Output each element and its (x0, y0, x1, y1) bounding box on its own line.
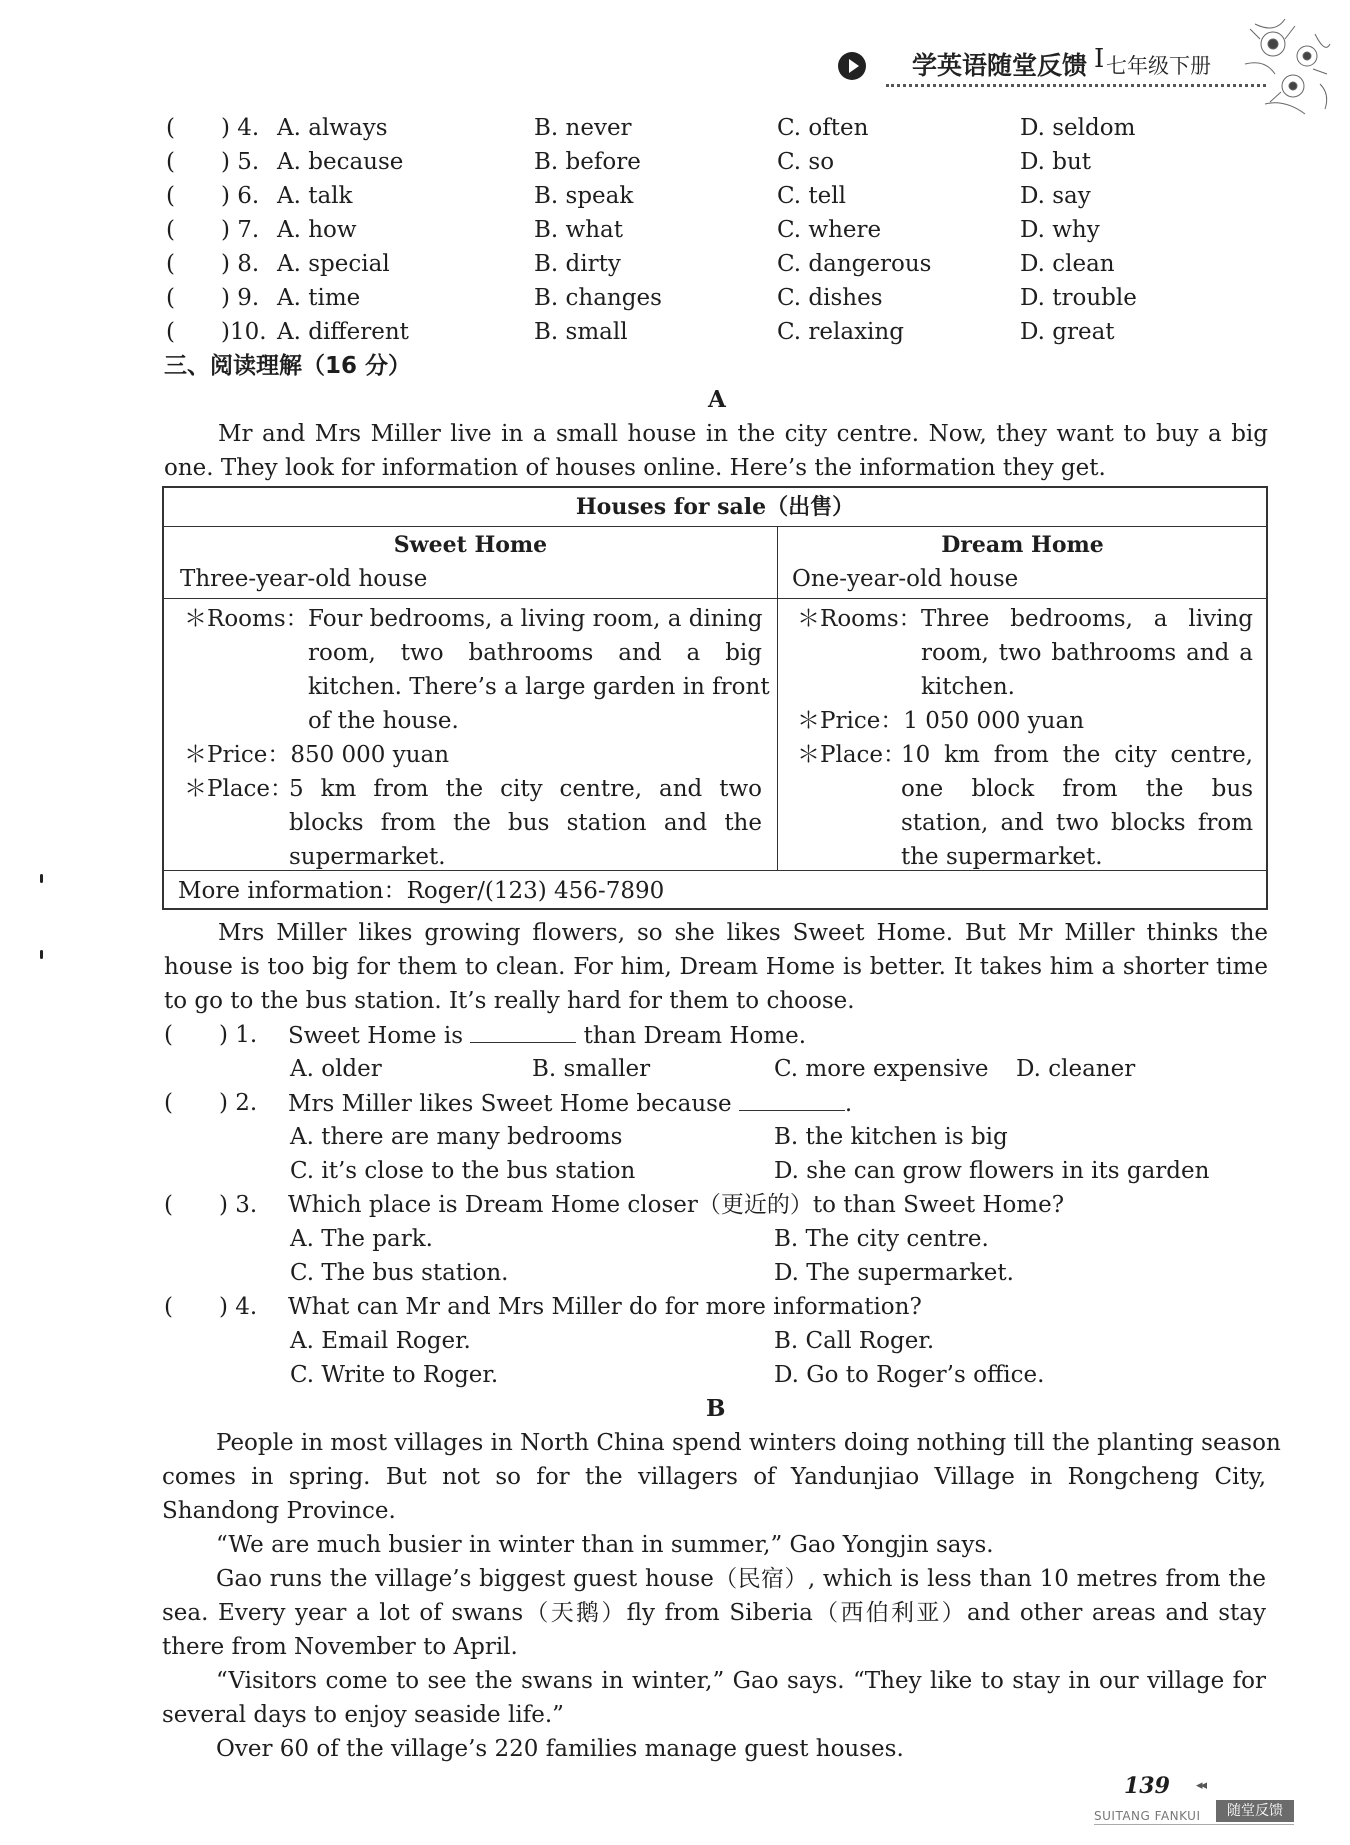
option-c: C. relaxing (777, 319, 904, 345)
question-stem: What can Mr and Mrs Miller do for more information? (288, 1294, 922, 1320)
choice-row (0, 145, 1350, 179)
option-d: D. great (1020, 319, 1115, 345)
question-stem-pre: Sweet Home is (288, 1023, 464, 1049)
sweet-place-line: supermarket. (289, 844, 446, 870)
sweet-rooms-label: ＊Rooms： (184, 606, 309, 632)
sweet-place-label: ＊Place： (184, 776, 294, 802)
dream-rooms-line: Three bedrooms, a living (921, 606, 1253, 632)
option-d: D. say (1020, 183, 1091, 209)
dream-price: ＊Price：1 050 000 yuan (797, 708, 1085, 734)
passage-a-intro-line: one. They look for information of houses online. Here’s the information they get. (164, 455, 1106, 481)
option-b: B. dirty (534, 251, 621, 277)
option-c: C. The bus station. (290, 1260, 509, 1286)
passage-b-line: Shandong Province. (162, 1498, 396, 1524)
header-separator: I (1094, 44, 1105, 74)
question-stem (288, 1018, 806, 1052)
question-number: ( ) 9. (166, 285, 260, 311)
option-b: B. what (534, 217, 623, 243)
answer-blank (470, 1018, 576, 1043)
option-c: C. dangerous (777, 251, 932, 277)
sweet-rooms-line: room, two bathrooms and a big (308, 640, 762, 666)
header-subtitle: 七年级下册 (1106, 54, 1211, 78)
passage-b-line: People in most villages in North China spend winters doing nothing till the planting season (216, 1430, 1281, 1456)
option-a: A. Email Roger. (290, 1328, 471, 1354)
header-title (912, 46, 1087, 82)
question-number: ( ) 6. (166, 183, 260, 209)
houses-table (162, 486, 1268, 910)
passage-a-body-line: house is too big for them to clean. For him, Dream Home is better. It takes him a shorter time (164, 954, 1268, 980)
option-a: A. The park. (290, 1226, 433, 1252)
option-b: B. small (534, 319, 628, 345)
option-a: A. older (290, 1056, 382, 1082)
passage-b-line: several days to enjoy seaside life.” (162, 1702, 564, 1728)
question-stem-post: than Dream Home. (583, 1023, 807, 1049)
choice-row (0, 213, 1350, 247)
option-d: D. she can grow flowers in its garden (774, 1158, 1210, 1184)
option-d: D. The supermarket. (774, 1260, 1014, 1286)
question-number: ( ) 7. (166, 217, 260, 243)
option-c: C. often (777, 115, 869, 141)
option-d: D. seldom (1020, 115, 1136, 141)
header-title-text: 学英语随堂反馈 (912, 51, 1088, 80)
dream-rooms-label: ＊Rooms： (797, 606, 922, 632)
option-b: B. speak (534, 183, 634, 209)
option-d: D. trouble (1020, 285, 1137, 311)
option-c: C. tell (777, 183, 846, 209)
option-d: D. but (1020, 149, 1092, 175)
dream-home-age: One-year-old house (792, 566, 1019, 592)
option-b: B. The city centre. (774, 1226, 989, 1252)
page-number: 139 (1124, 1773, 1170, 1799)
option-b: B. never (534, 115, 632, 141)
option-c: C. dishes (777, 285, 883, 311)
dream-place-line: station, and two blocks from (901, 810, 1253, 836)
choice-row (0, 315, 1350, 349)
option-b: B. changes (534, 285, 662, 311)
option-b: B. the kitchen is big (774, 1124, 1008, 1150)
option-c: C. so (777, 149, 835, 175)
dream-place-line: the supermarket. (901, 844, 1103, 870)
question-number: ( ) 4. (166, 115, 260, 141)
choice-row (0, 247, 1350, 281)
section-title: 三、阅读理解（16 分） (164, 353, 412, 379)
dream-place-line: 10 km from the city centre, (901, 742, 1253, 768)
option-c: C. more expensive (774, 1056, 989, 1082)
passage-b-label: B (706, 1395, 726, 1422)
sweet-price: ＊Price：850 000 yuan (184, 742, 450, 768)
option-a: A. how (277, 217, 357, 243)
option-a: A. time (277, 285, 361, 311)
option-b: B. Call Roger. (774, 1328, 935, 1354)
sweet-place-line: blocks from the bus station and the (289, 810, 762, 836)
more-information: More information：Roger/(123) 456-7890 (178, 878, 665, 904)
sweet-home-age: Three-year-old house (180, 566, 428, 592)
choice-row (0, 281, 1350, 315)
play-icon (838, 52, 866, 80)
passage-a-body-line: to go to the bus station. It’s really hard for them to choose. (164, 988, 855, 1014)
passage-a-intro-line: Mr and Mrs Miller live in a small house in the city centre. Now, they want to buy a big (218, 421, 1268, 447)
passage-a-label: A (708, 386, 726, 413)
option-a: A. different (277, 319, 409, 345)
question-number: ( ) 2. (164, 1090, 258, 1116)
dream-home-name: Dream Home (941, 532, 1104, 558)
sweet-rooms-line: Four bedrooms, a living room, a dining (308, 606, 763, 632)
choice-row (0, 111, 1350, 145)
answer-blank (739, 1086, 845, 1111)
dream-place-line: one block from the bus (901, 776, 1253, 802)
option-d: D. why (1020, 217, 1100, 243)
passage-b-line: comes in spring. But not so for the villagers of Yandunjiao Village in Rongcheng City, (162, 1464, 1266, 1490)
question-stem-pre: Mrs Miller likes Sweet Home because (288, 1091, 732, 1117)
question-stem (288, 1086, 852, 1120)
flower-decoration-icon (1235, 14, 1335, 124)
dream-place-label: ＊Place： (797, 742, 907, 768)
option-b: B. before (534, 149, 641, 175)
passage-b-line: “Visitors come to see the swans in winter,” Gao says. “They like to stay in our village for (216, 1668, 1266, 1694)
option-c: C. Write to Roger. (290, 1362, 499, 1388)
option-a: A. because (277, 149, 404, 175)
option-d: D. clean (1020, 251, 1115, 277)
option-c: C. where (777, 217, 882, 243)
margin-mark (40, 874, 43, 883)
passage-b-line: there from November to April. (162, 1634, 518, 1660)
passage-a-body-line: Mrs Miller likes growing flowers, so she likes Sweet Home. But Mr Miller thinks the (218, 920, 1268, 946)
question-stem: Which place is Dream Home closer（更近的）to than Sweet Home? (288, 1192, 1065, 1218)
option-c: C. it’s close to the bus station (290, 1158, 636, 1184)
question-number: ( ) 8. (166, 251, 260, 277)
arrow-left-icon: ◂◂ (1196, 1778, 1206, 1793)
question-stem-post: . (844, 1091, 853, 1117)
question-number: ( ) 5. (166, 149, 260, 175)
footer-divider (1094, 1824, 1294, 1825)
option-a: A. always (277, 115, 388, 141)
margin-mark (40, 950, 43, 959)
sweet-home-name: Sweet Home (393, 532, 548, 558)
passage-b-line: sea. Every year a lot of swans（天鹅）fly from Siberia（西伯利亚）and other areas and stay (162, 1600, 1266, 1626)
question-number: ( ) 1. (164, 1022, 258, 1048)
option-b: B. smaller (532, 1056, 651, 1082)
sweet-place-line: 5 km from the city centre, and two (289, 776, 762, 802)
option-a: A. talk (277, 183, 353, 209)
dream-rooms-line: kitchen. (921, 674, 1015, 700)
dream-rooms-line: room, two bathrooms and a (921, 640, 1253, 666)
option-a: A. there are many bedrooms (290, 1124, 623, 1150)
question-number: ( )10. (166, 319, 267, 345)
header-divider (886, 84, 1266, 87)
choice-row (0, 179, 1350, 213)
table-title: Houses for sale（出售） (575, 494, 855, 520)
passage-b-line: Over 60 of the village’s 220 families manage guest houses. (216, 1736, 904, 1762)
passage-b-line: Gao runs the village’s biggest guest house（民宿）, which is less than 10 metres from the (216, 1566, 1266, 1592)
option-a: A. special (277, 251, 390, 277)
question-number: ( ) 4. (164, 1294, 258, 1320)
question-number: ( ) 3. (164, 1192, 258, 1218)
footer-brand-en: SUITANG FANKUI (1094, 1809, 1201, 1823)
sweet-rooms-line: of the house. (308, 708, 459, 734)
passage-b-line: “We are much busier in winter than in summer,” Gao Yongjin says. (216, 1532, 994, 1558)
sweet-rooms-line: kitchen. There’s a large garden in front (308, 674, 770, 700)
option-d: D. Go to Roger’s office. (774, 1362, 1045, 1388)
footer-badge: 随堂反馈 (1216, 1800, 1294, 1822)
option-d: D. cleaner (1016, 1056, 1136, 1082)
